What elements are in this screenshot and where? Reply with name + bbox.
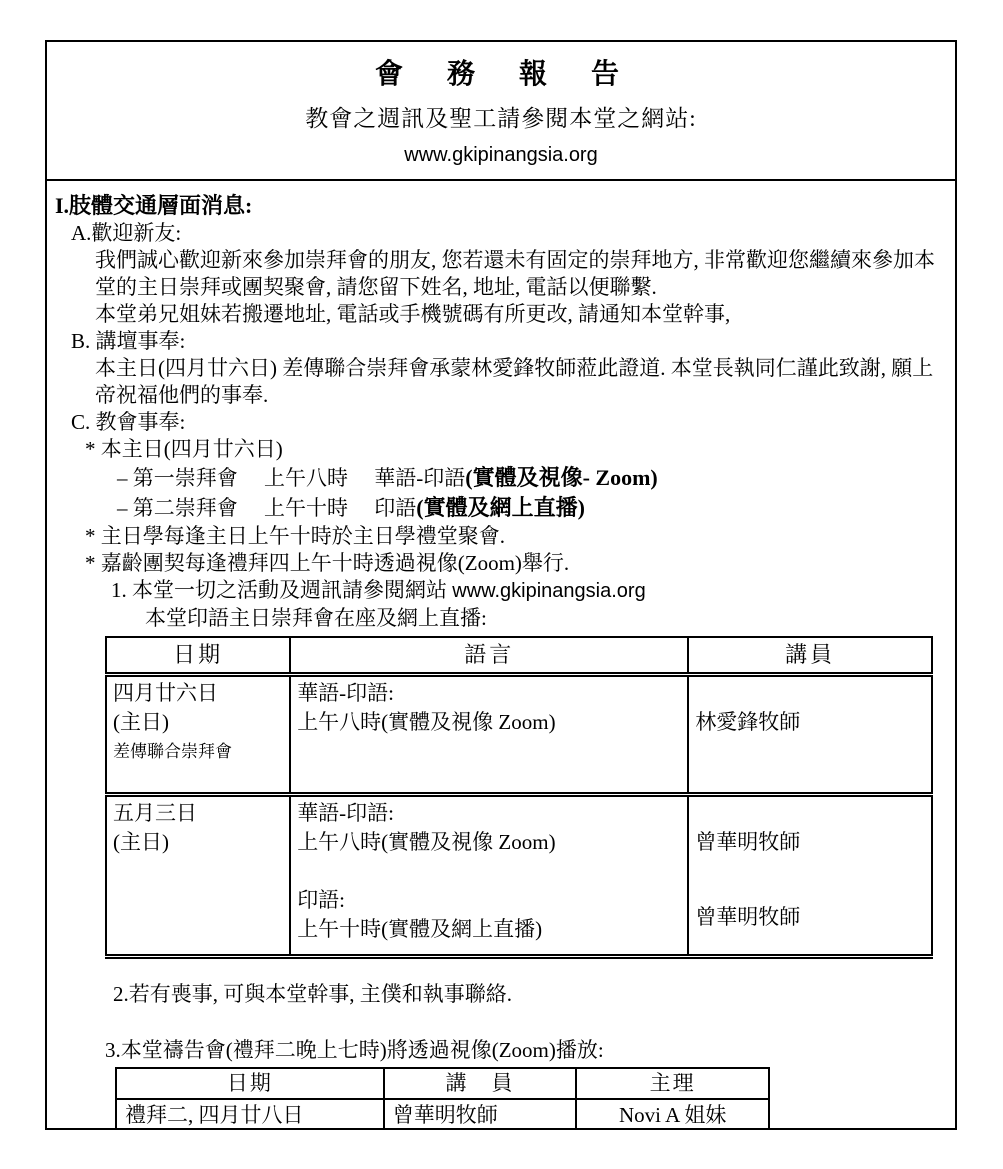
- bulletin-page: [45, 40, 957, 1130]
- service-table-header-date: 日期: [106, 637, 290, 674]
- service-table-header-row: [106, 637, 932, 674]
- item-b-label: B. 講壇事奉:: [71, 329, 186, 353]
- service-row-1-note: 差傳聯合崇拜會: [113, 741, 232, 761]
- prayer-meeting-table: [115, 1067, 770, 1131]
- service-row-2-speaker-1: 曾華明牧師: [695, 829, 801, 854]
- service-row-2-language-4: 印語:: [297, 887, 346, 912]
- note-1-line-1: [111, 577, 941, 605]
- service-table-header-speaker: 講員: [688, 637, 932, 674]
- document-body: [47, 181, 955, 1130]
- service-row-1-speaker: 林愛鋒牧師: [695, 709, 801, 734]
- service-row-1-day: (主日): [113, 709, 169, 734]
- service-row-1-date-cell: [106, 674, 290, 794]
- item-c-star-2: * 主日學每逢主日上午十時於主日學禮堂聚會.: [85, 524, 505, 548]
- service-row-1-speaker-cell: [688, 674, 932, 794]
- service-row-1-language-cell: [290, 674, 688, 794]
- document-subtitle: 教會之週訊及聖工請參閱本堂之網站:: [305, 106, 697, 131]
- note-3: 3.本堂禱告會(禮拜二晚上七時)將透過視像(Zoom)播放:: [105, 1037, 604, 1062]
- service-row-2-language-1: 華語-印語:: [297, 800, 395, 825]
- service-line-2: [117, 493, 941, 523]
- prayer-table-header-chair: 主理: [576, 1068, 769, 1099]
- prayer-row-1-speaker: 曾華明牧師: [384, 1099, 577, 1131]
- prayer-table-header-speaker: 講 員: [384, 1068, 577, 1099]
- item-c-star-3: * 嘉齡團契每逢禮拜四上午十時透過視像(Zoom)舉行.: [85, 551, 570, 575]
- service-row-2-day: (主日): [113, 829, 169, 854]
- item-c-label: C. 教會事奉:: [71, 410, 186, 434]
- service-table-row-1: [106, 674, 932, 794]
- service-row-1-date: 四月廿六日: [113, 680, 218, 705]
- service-row-2-language-cell: [290, 794, 688, 956]
- prayer-table-header-row: [116, 1068, 769, 1099]
- note-1-prefix: 1. 本堂一切之活動及週訊請參閱網站: [111, 578, 453, 602]
- service-row-2-speaker-cell: [688, 794, 932, 956]
- service-row-2-language-3: [297, 857, 681, 886]
- service-line-2-text: – 第二崇拜會 上午十時 印語: [117, 496, 417, 520]
- prayer-table-row-1: [116, 1099, 769, 1131]
- item-a-paragraph-2: 本堂弟兄姐妹若搬遷地址, 電話或手機號碼有所更改, 請通知本堂幹事,: [95, 302, 731, 326]
- note-1-website-url: www.gkipinangsia.org: [452, 580, 646, 602]
- service-row-2-language-5: 上午十時(實體及網上直播): [297, 916, 543, 941]
- section-heading: I.肢體交通層面消息:: [55, 193, 253, 218]
- service-line-1: [117, 463, 941, 493]
- service-row-1-language-1: 華語-印語:: [297, 680, 395, 705]
- item-b-paragraph: 本主日(四月廿六日) 差傳聯合崇拜會承蒙林愛鋒牧師蒞此證道. 本堂長執同仁謹此致謝, 願上帝祝福他們的事奉.: [95, 356, 934, 407]
- church-website-url: www.gkipinangsia.org: [404, 144, 598, 166]
- prayer-row-1-chair: Novi A 姐妹: [576, 1099, 769, 1131]
- service-table-row-2: [106, 794, 932, 956]
- service-row-2-date-cell: [106, 794, 290, 956]
- prayer-table-header-date: 日期: [116, 1068, 384, 1099]
- prayer-row-1-date: 禮拜二, 四月廿八日: [116, 1099, 384, 1131]
- service-row-2-language-2: 上午八時(實體及視像 Zoom): [297, 829, 556, 854]
- item-a-paragraph-1: 我們誠心歡迎新來參加崇拜會的朋友, 您若還未有固定的崇拜地方, 非常歡迎您繼續來參加本堂的主日崇拜或團契聚會, 請您留下姓名, 地址, 電話以便聯繫.: [95, 248, 935, 299]
- service-schedule-table: [105, 636, 933, 959]
- item-c-star-1: * 本主日(四月廿六日): [85, 437, 283, 461]
- service-row-1-language-2: 上午八時(實體及視像 Zoom): [297, 709, 556, 734]
- note-1-line-2: 本堂印語主日崇拜會在座及網上直播:: [145, 606, 487, 630]
- service-line-1-text: – 第一崇拜會 上午八時 華語-印語: [117, 466, 466, 490]
- item-a-label: A.歡迎新友:: [71, 221, 182, 245]
- service-line-1-bold: (實體及視像- Zoom): [465, 465, 658, 490]
- note-2: 2.若有喪事, 可與本堂幹事, 主僕和執事聯絡.: [113, 981, 512, 1006]
- service-row-2-speaker-2: 曾華明牧師: [695, 904, 801, 929]
- service-row-2-date: 五月三日: [113, 800, 197, 825]
- document-header: [47, 42, 955, 181]
- service-table-header-language: 語言: [290, 637, 688, 674]
- service-line-2-bold: (實體及網上直播): [416, 495, 585, 520]
- document-title: 會 務 報 告: [374, 59, 627, 90]
